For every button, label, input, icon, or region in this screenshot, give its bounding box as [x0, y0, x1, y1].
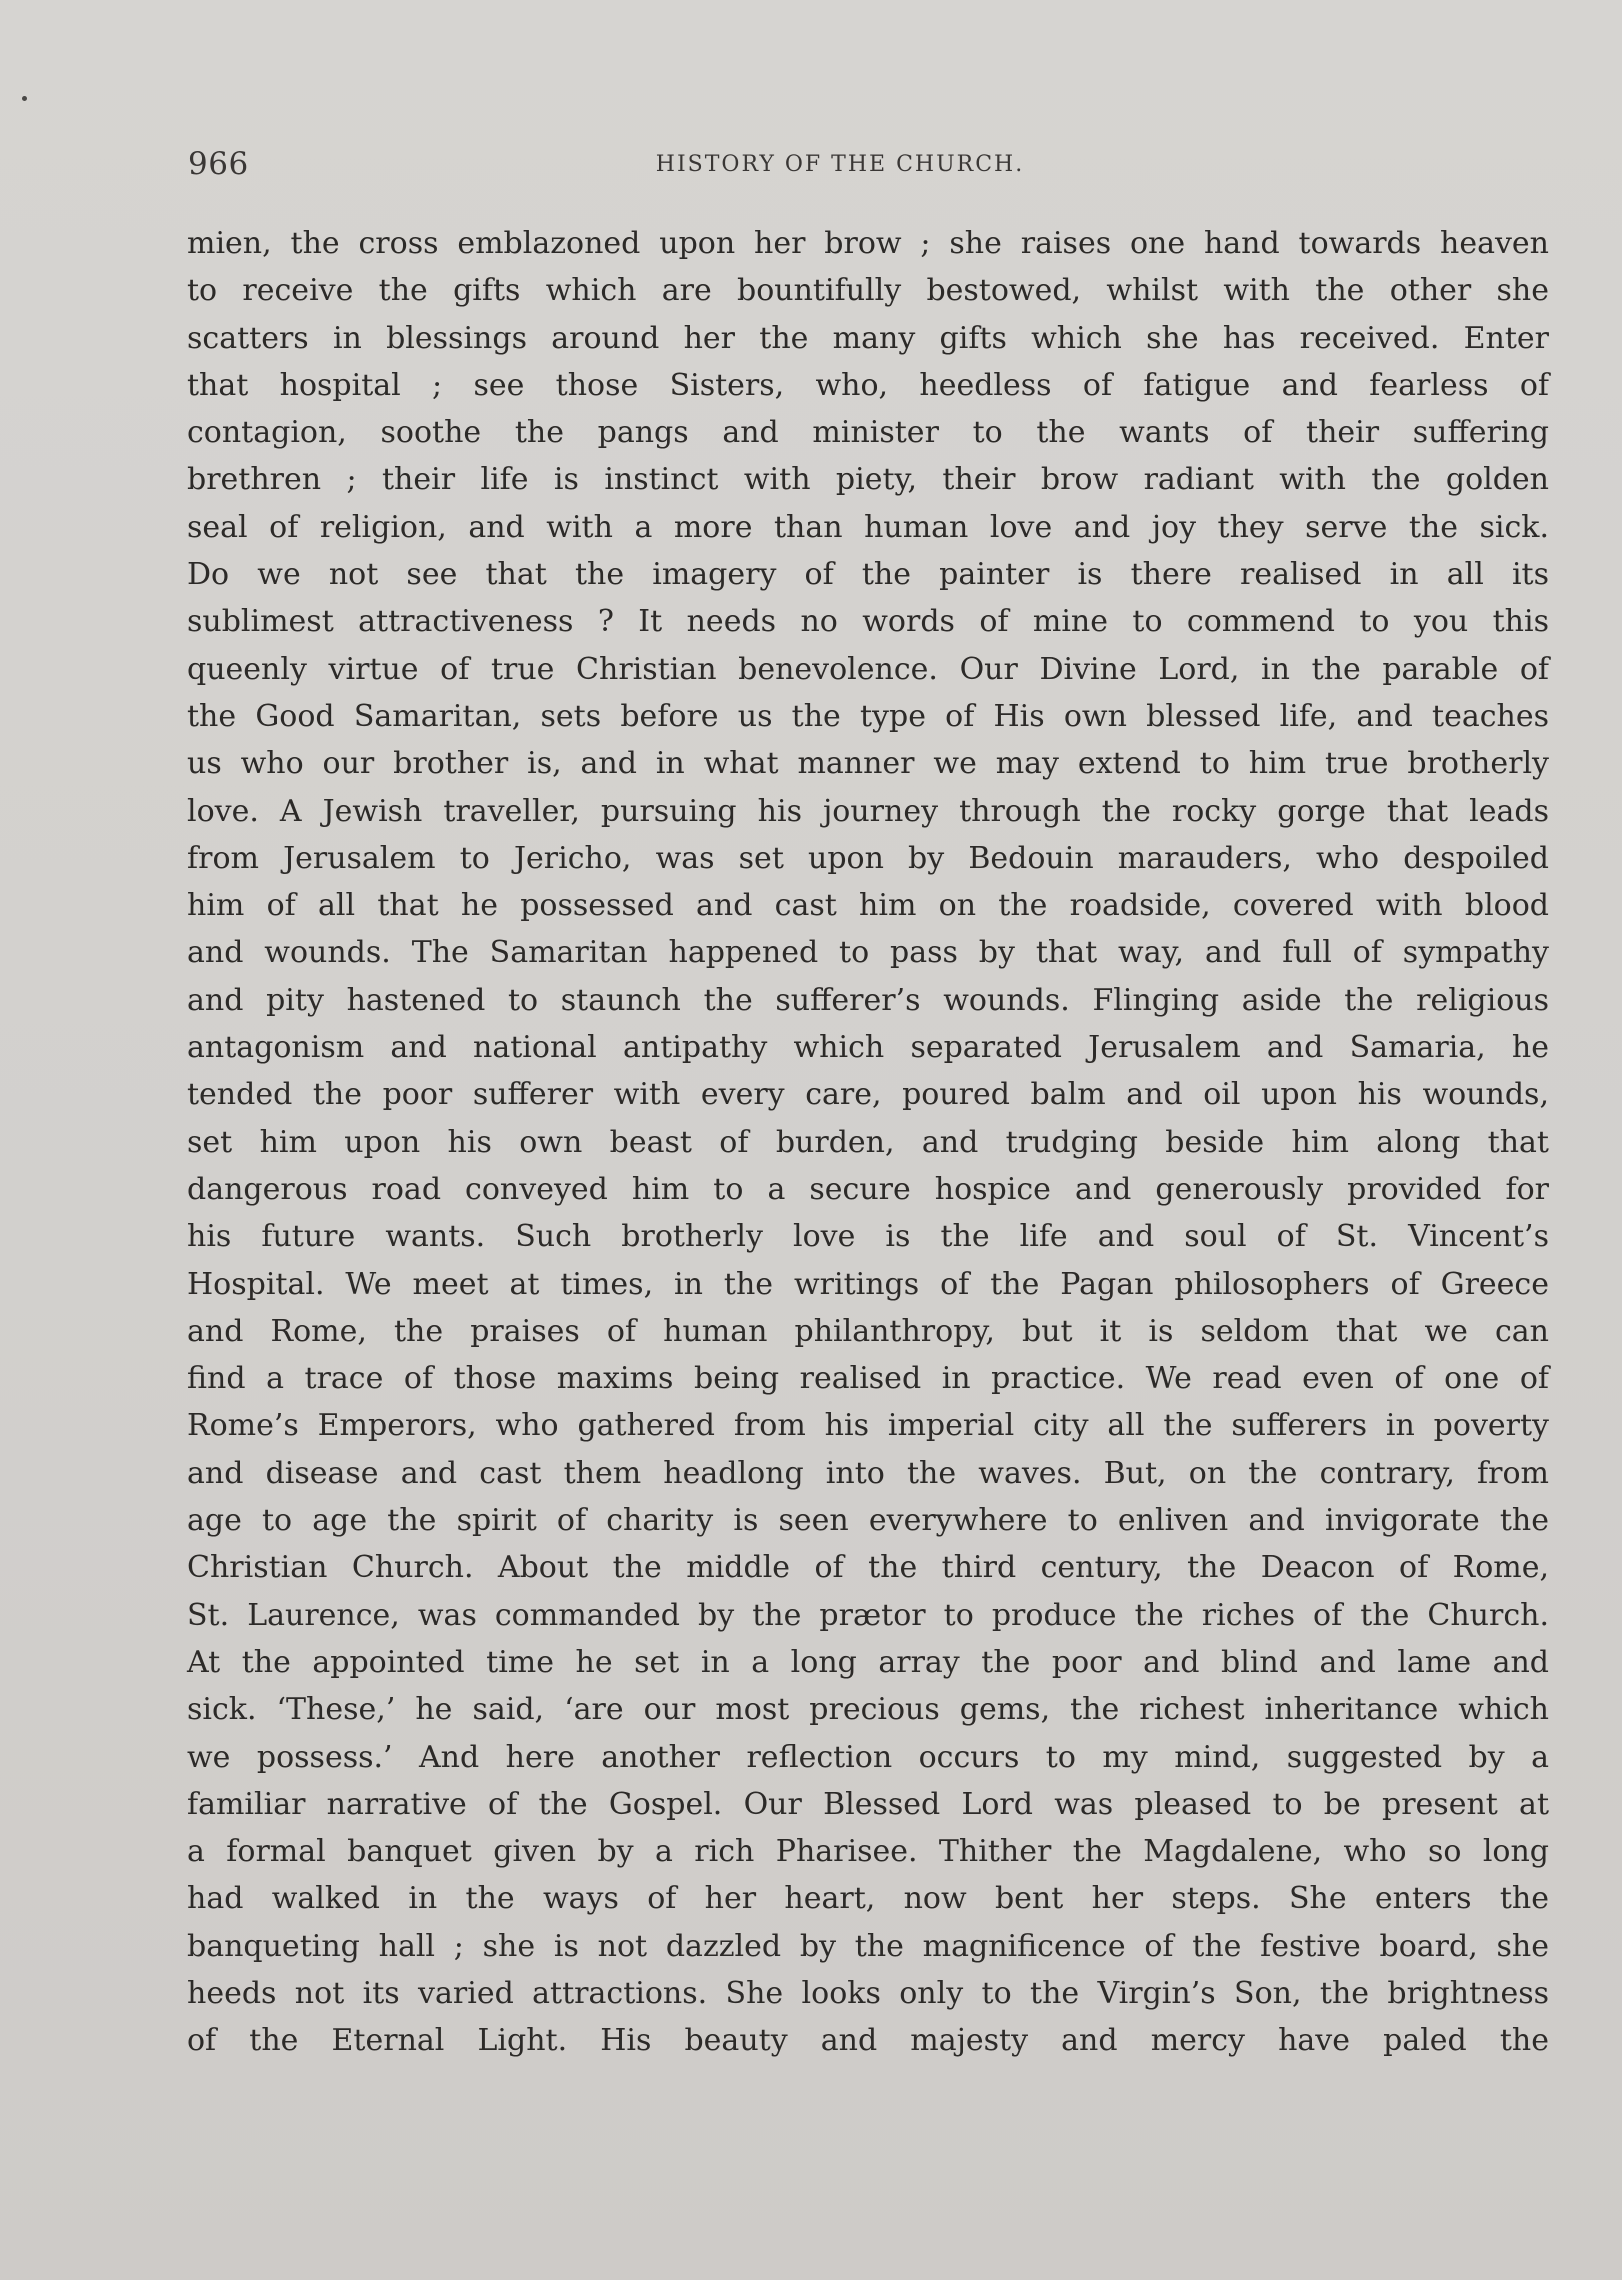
text-line: and disease and cast them headlong into the waves. But, on the contrary, from — [187, 1455, 1549, 1491]
text-line: set him upon his own beast of burden, and trudging beside him along that — [187, 1124, 1549, 1160]
text-line: that hospital ; see those Sisters, who, heedless of fatigue and fearless of — [187, 367, 1549, 403]
text-line: and Rome, the praises of human philanthropy, but it is seldom that we can — [187, 1313, 1549, 1349]
page-number: 966 — [188, 146, 249, 182]
text-line: dangerous road conveyed him to a secure hospice and generously provided for — [187, 1171, 1549, 1207]
text-line: contagion, soothe the pangs and minister to the wants of their suffering — [187, 415, 1549, 451]
text-line: tended the poor sufferer with every care, poured balm and oil upon his wounds, — [187, 1077, 1549, 1113]
text-line: and wounds. The Samaritan happened to pass by that way, and full of sympathy — [187, 935, 1549, 971]
text-line: sick. ‘These,’ he said, ‘are our most precious gems, the richest inheritance which — [187, 1692, 1549, 1728]
running-title: HISTORY OF THE CHURCH. — [655, 152, 1025, 177]
text-line: seal of religion, and with a more than human love and joy they serve the sick. — [187, 509, 1549, 545]
text-line: had walked in the ways of her heart, now bent her steps. She enters the — [187, 1881, 1549, 1917]
text-line: brethren ; their life is instinct with piety, their brow radiant with the golden — [187, 462, 1549, 498]
text-line: the Good Samaritan, sets before us the type of His own blessed life, and teaches — [187, 698, 1549, 734]
text-line: At the appointed time he set in a long array the poor and blind and lame and — [187, 1644, 1549, 1680]
text-line: St. Laurence, was commanded by the prætor to produce the riches of the Church. — [187, 1597, 1549, 1633]
text-line: Do we not see that the imagery of the painter is there realised in all its — [187, 557, 1549, 593]
text-line: of the Eternal Light. His beauty and majesty and mercy have paled the — [187, 2023, 1549, 2059]
text-line: love. A Jewish traveller, pursuing his journey through the rocky gorge that leads — [187, 793, 1549, 829]
text-line: antagonism and national antipathy which separated Jerusalem and Samaria, he — [187, 1030, 1549, 1066]
text-line: Hospital. We meet at times, in the writings of the Pagan philosophers of Greece — [187, 1266, 1549, 1302]
text-line: Christian Church. About the middle of the third century, the Deacon of Rome, — [187, 1550, 1549, 1586]
text-line: from Jerusalem to Jericho, was set upon by Bedouin marauders, who despoiled — [187, 840, 1549, 876]
text-line: find a trace of those maxims being realised in practice. We read even of one of — [187, 1361, 1549, 1397]
text-line: familiar narrative of the Gospel. Our Blessed Lord was pleased to be present at — [187, 1786, 1549, 1822]
paper-speck — [22, 96, 27, 101]
body-text — [187, 220, 1549, 2065]
text-line: his future wants. Such brotherly love is the life and soul of St. Vincent’s — [187, 1219, 1549, 1255]
text-line: a formal banquet given by a rich Pharisee. Thither the Magdalene, who so long — [187, 1834, 1549, 1870]
text-line: age to age the spirit of charity is seen everywhere to enliven and invigorate the — [187, 1503, 1549, 1539]
text-line: heeds not its varied attractions. She looks only to the Virgin’s Son, the brightness — [187, 1975, 1549, 2011]
text-line: sublimest attractiveness ? It needs no words of mine to commend to you this — [187, 604, 1549, 640]
text-line: queenly virtue of true Christian benevolence. Our Divine Lord, in the parable of — [187, 651, 1549, 687]
text-line: scatters in blessings around her the many gifts which she has received. Enter — [187, 320, 1549, 356]
text-line: to receive the gifts which are bountifully bestowed, whilst with the other she — [187, 273, 1549, 309]
text-line: banqueting hall ; she is not dazzled by the magnificence of the festive board, she — [187, 1928, 1549, 1964]
text-line: mien, the cross emblazoned upon her brow ; she raises one hand towards heaven — [187, 226, 1549, 261]
text-line: and pity hastened to staunch the sufferer’s wounds. Flinging aside the religious — [187, 982, 1549, 1018]
text-line: we possess.’ And here another reflection occurs to my mind, suggested by a — [187, 1739, 1549, 1775]
text-line: him of all that he possessed and cast him on the roadside, covered with blood — [187, 888, 1549, 924]
text-line: Rome’s Emperors, who gathered from his imperial city all the sufferers in poverty — [187, 1408, 1549, 1444]
text-line: us who our brother is, and in what manner we may extend to him true brotherly — [187, 746, 1549, 782]
